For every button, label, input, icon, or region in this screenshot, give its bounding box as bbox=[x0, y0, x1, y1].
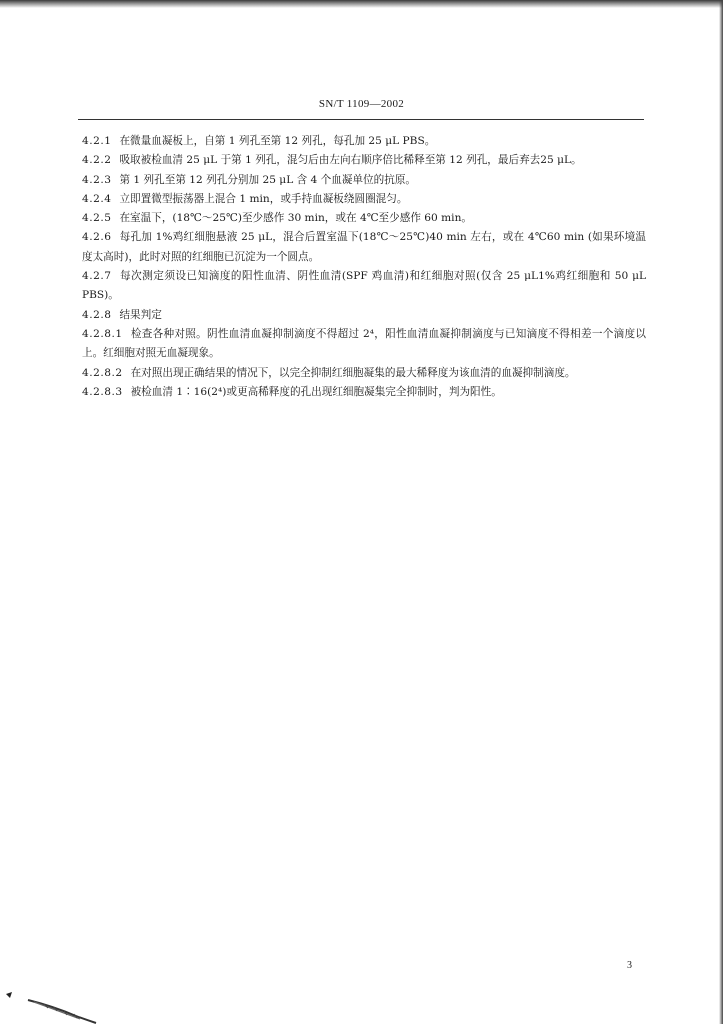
clause-4-2-6 bbox=[82, 228, 646, 267]
clause-text: 吸取被检血清 25 μL 于第 1 列孔，混匀后由左向右顺序倍比稀释至第 12 列孔，最后弃去25 μL。 bbox=[119, 154, 582, 167]
clause-number: 4.2.3 bbox=[82, 173, 112, 186]
clause-text: 立即置微型振荡器上混合 1 min，或手持血凝板绕圆圈混匀。 bbox=[119, 192, 408, 205]
clause-4-2-4 bbox=[82, 190, 646, 209]
clause-4-2-8-3 bbox=[82, 383, 646, 402]
clause-text: 检查各种对照。阴性血清血凝抑制滴度不得超过 2⁴，阳性血清血凝抑制滴度与已知滴度不得相差一个滴度以上。红细胞对照无血凝现象。 bbox=[82, 327, 646, 360]
clause-4-2-8 bbox=[82, 306, 646, 325]
clause-number: 4.2.8.1 bbox=[82, 327, 123, 340]
clause-number: 4.2.8.3 bbox=[82, 385, 123, 398]
clause-4-2-2 bbox=[82, 151, 646, 170]
clause-number: 4.2.8 bbox=[82, 308, 112, 321]
clause-text: 每次测定须设已知滴度的阳性血清、阴性血清(SPF 鸡血清)和红细胞对照(仅含 25 μL1%鸡红细胞和 50 μL PBS)。 bbox=[82, 270, 646, 302]
clause-text: 在对照出现正确结果的情况下，以完全抑制红细胞凝集的最大稀释度为该血清的血凝抑制滴度。 bbox=[130, 366, 576, 379]
clause-number: 4.2.2 bbox=[82, 154, 112, 167]
header-rule bbox=[78, 119, 644, 120]
clause-text: 结果判定 bbox=[119, 308, 162, 321]
standard-number-header: SN/T 1109—2002 bbox=[318, 98, 405, 110]
clause-number: 4.2.5 bbox=[82, 212, 112, 225]
clause-number: 4.2.6 bbox=[82, 231, 112, 244]
document-body bbox=[82, 132, 646, 402]
clause-text: 在微量血凝板上，自第 1 列孔至第 12 列孔，每孔加 25 μL PBS。 bbox=[119, 135, 436, 147]
clause-number: 4.2.1 bbox=[82, 135, 112, 147]
clause-number: 4.2.7 bbox=[82, 270, 112, 283]
clause-4-2-5 bbox=[82, 209, 646, 228]
clause-text: 第 1 列孔至第 12 列孔分别加 25 μL 含 4 个血凝单位的抗原。 bbox=[119, 173, 417, 186]
page-number: 3 bbox=[627, 960, 632, 971]
scan-top-edge bbox=[0, 0, 723, 8]
clause-text: 在室温下，(18℃～25℃)至少感作 30 min，或在 4℃至少感作 60 min。 bbox=[119, 212, 472, 225]
clause-number: 4.2.4 bbox=[82, 192, 112, 205]
scan-artifact-mark bbox=[4, 980, 114, 1024]
clause-4-2-1 bbox=[82, 132, 646, 151]
clause-text: 被检血清 1∶16(2⁴)或更高稀释度的孔出现红细胞凝集完全抑制时，判为阳性。 bbox=[130, 385, 502, 398]
clause-4-2-8-1 bbox=[82, 325, 646, 364]
clause-text: 每孔加 1%鸡红细胞悬液 25 μL，混合后置室温下(18℃～25℃)40 min 左右，或在 4℃60 min (如果环境温度太高时)，此时对照的红细胞已沉淀为一个圆点。 bbox=[82, 231, 646, 263]
clause-4-2-8-2 bbox=[82, 364, 646, 383]
clause-4-2-3 bbox=[82, 171, 646, 190]
clause-4-2-7 bbox=[82, 267, 646, 306]
clause-number: 4.2.8.2 bbox=[82, 366, 123, 379]
scan-right-edge bbox=[719, 0, 723, 1024]
